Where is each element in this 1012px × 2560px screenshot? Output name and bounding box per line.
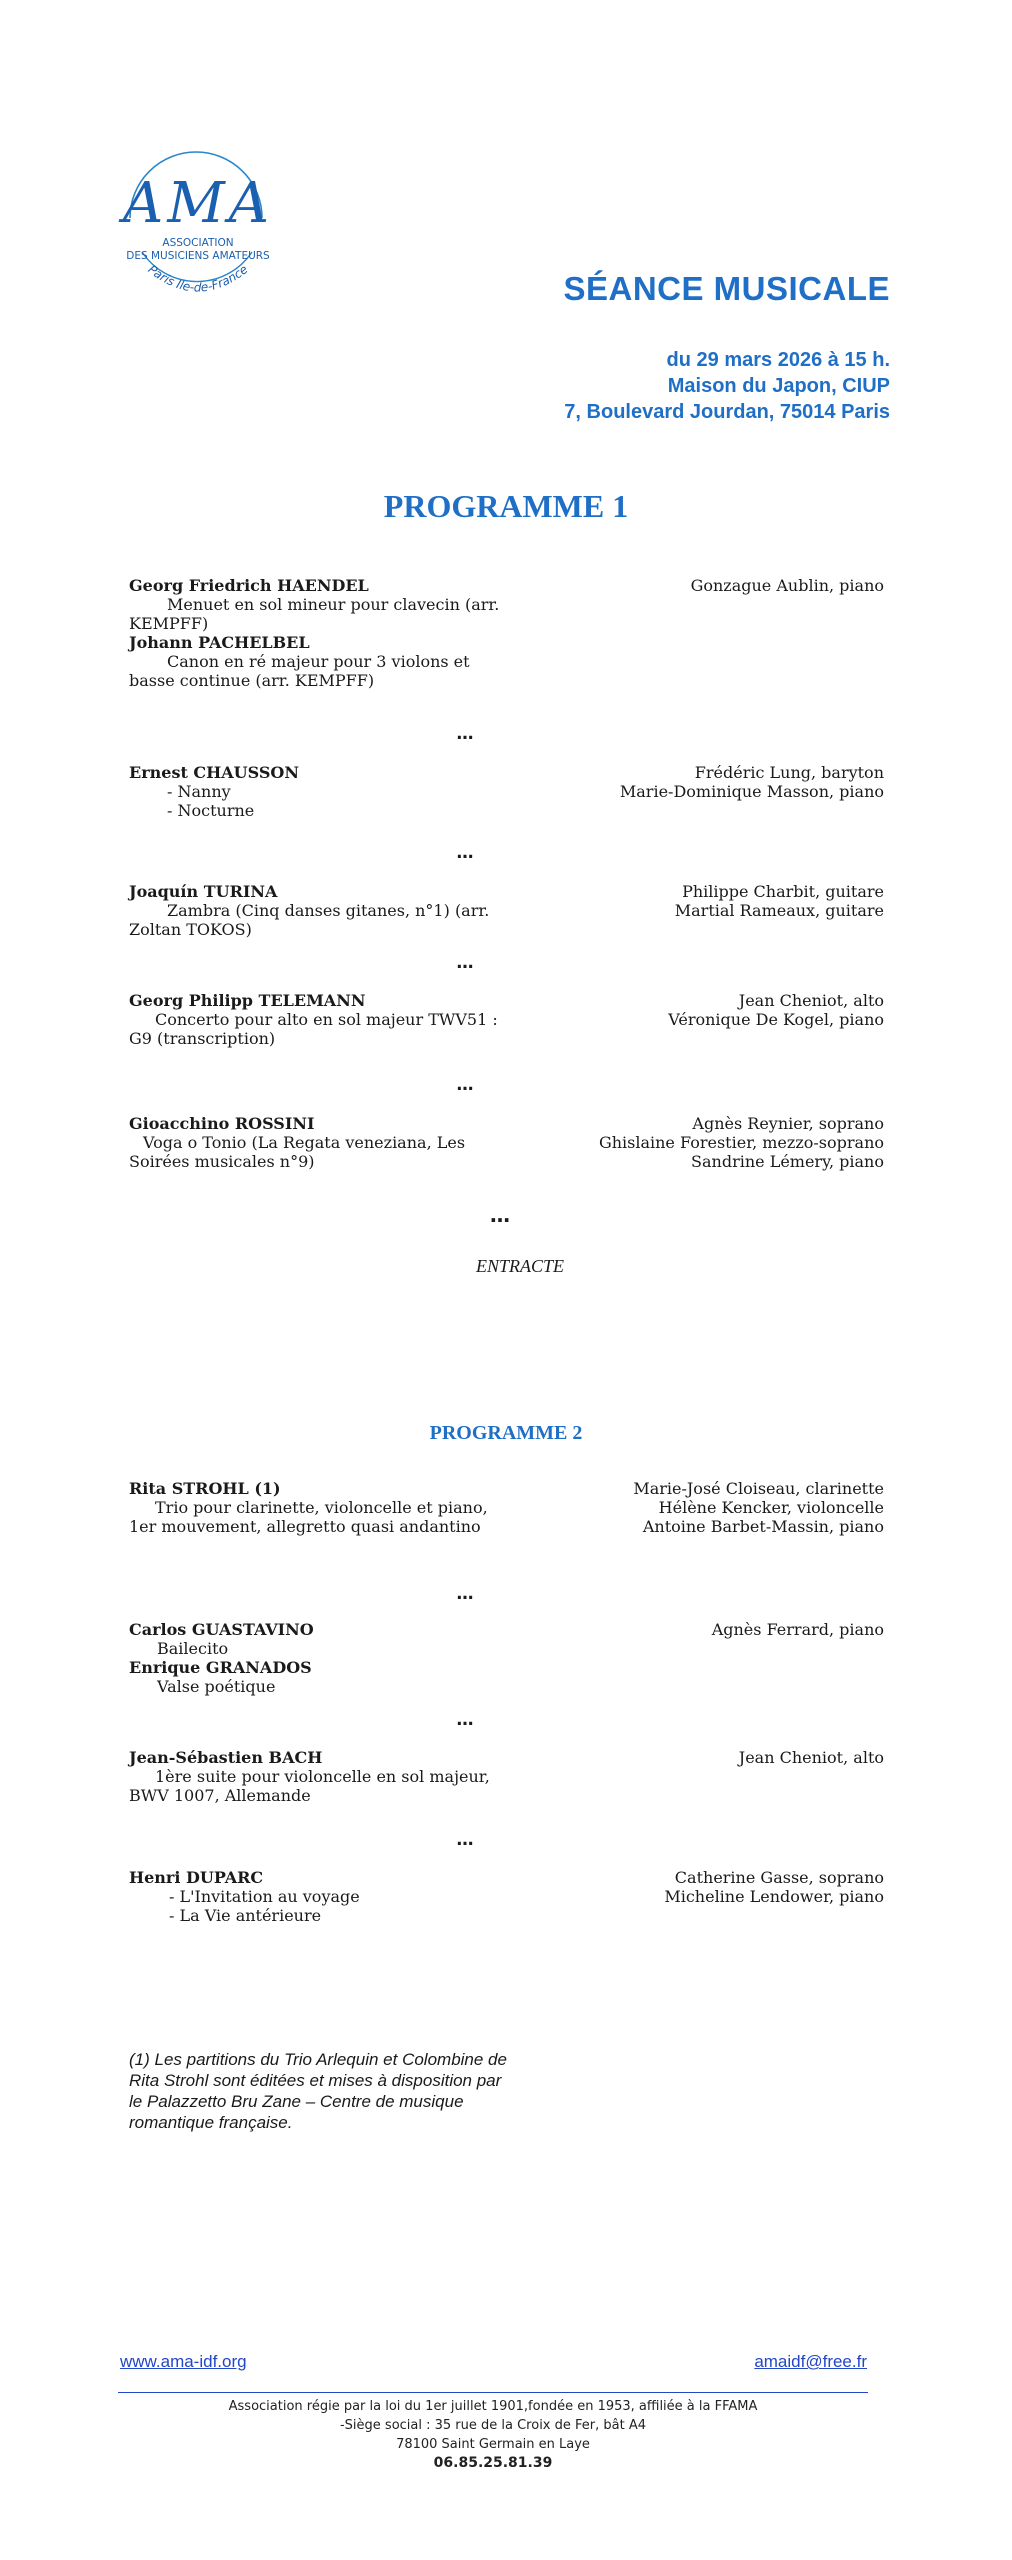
piece-haendel-pachelbel: [129, 576, 509, 690]
performers: [464, 1868, 884, 1906]
separator: …: [456, 1830, 474, 1850]
logo-line2: DES MUSICIENS AMATEURS: [126, 250, 270, 262]
performer: Catherine Gasse, soprano: [674, 1868, 884, 1887]
work-title: Concerto pour alto en sol majeur TWV51 : G9 (transcription): [129, 1010, 498, 1048]
entracte: ENTRACTE: [475, 1256, 564, 1276]
piece-turina: [129, 882, 509, 939]
svg-text:Paris Ile-de-France: [146, 262, 251, 294]
email-link[interactable]: amaidf@free.fr: [754, 2352, 867, 2371]
event-info: [564, 347, 890, 425]
performer: Agnès Reynier, soprano: [692, 1114, 884, 1133]
work-title: Menuet en sol mineur pour clavecin (arr. KEMPFF): [129, 595, 500, 633]
event-address: 7, Boulevard Jourdan, 75014 Paris: [564, 401, 890, 423]
performer: Martial Rameaux, guitare: [674, 901, 884, 920]
logo: [112, 140, 282, 315]
footer-address: -Siège social : 35 rue de la Croix de Fer, bât A4: [339, 2418, 647, 2433]
separator: …: [490, 1203, 510, 1227]
separator: …: [456, 1075, 474, 1095]
performer: Micheline Lendower, piano: [664, 1887, 884, 1906]
footnote: (1) Les partitions du Trio Arlequin et Colombine de Rita Strohl sont éditées et mises à disposition par le Palazzetto Bru Zane – Centre de musique romantique française.: [129, 2050, 507, 2132]
work-item: - L'Invitation au voyage: [169, 1887, 360, 1906]
performers: [464, 576, 884, 595]
work-title: Voga o Tonio (La Regata veneziana, Les Soirées musicales n°9): [129, 1133, 466, 1171]
composer-name: Georg Friedrich HAENDEL: [129, 576, 369, 595]
composer-name: Ernest CHAUSSON: [129, 763, 299, 782]
logo-initials: AMA: [122, 171, 274, 236]
separator: …: [456, 953, 474, 973]
work-title: Zambra (Cinq danses gitanes, n°1) (arr. Zoltan TOKOS): [129, 901, 490, 939]
programme1-title: PROGRAMME 1: [383, 488, 629, 524]
composer-name: Enrique GRANADOS: [129, 1658, 312, 1677]
footer-city: 78100 Saint Germain en Laye: [396, 2437, 590, 2452]
composer-name: Georg Philipp TELEMANN: [129, 991, 366, 1010]
performer: Ghislaine Forestier, mezzo-soprano: [598, 1133, 884, 1152]
performer: Sandrine Lémery, piano: [691, 1152, 884, 1171]
performer: Philippe Charbit, guitare: [682, 882, 884, 901]
work-item: - Nanny: [167, 782, 231, 801]
performers: [464, 1114, 884, 1171]
footer-legal: Association régie par la loi du 1er juillet 1901,fondée en 1953, affiliée à la FFAMA: [228, 2399, 758, 2414]
separator: …: [456, 843, 474, 863]
performers: [464, 882, 884, 920]
performer: Gonzague Aublin, piano: [690, 576, 884, 595]
piece-guastavino-granados: [129, 1620, 509, 1696]
composer-name: Rita STROHL (1): [129, 1479, 281, 1498]
performers: [464, 1479, 884, 1536]
event-venue: Maison du Japon, CIUP: [667, 375, 890, 397]
composer-name: Jean-Sébastien BACH: [129, 1748, 323, 1767]
performer: Marie-Dominique Masson, piano: [619, 782, 884, 801]
composer-name: Henri DUPARC: [129, 1868, 264, 1887]
piece-chausson: [129, 763, 509, 820]
performers: [464, 1748, 884, 1767]
composer-name: Joaquín TURINA: [129, 882, 278, 901]
composer-name: Johann PACHELBEL: [129, 633, 310, 652]
performer: Jean Cheniot, alto: [738, 1748, 884, 1767]
composer-name: Carlos GUASTAVINO: [129, 1620, 314, 1639]
separator: …: [456, 724, 474, 744]
footer-divider: [118, 2392, 868, 2393]
piece-duparc: [129, 1868, 509, 1925]
performer: Hélène Kencker, violoncelle: [658, 1498, 884, 1517]
performer: Jean Cheniot, alto: [738, 991, 884, 1010]
performer: Marie-José Cloiseau, clarinette: [633, 1479, 884, 1498]
logo-emblem: [112, 140, 282, 315]
work-title: Bailecito: [157, 1639, 229, 1658]
work-title: Trio pour clarinette, violoncelle et piano, 1er mouvement, allegretto quasi andantino: [129, 1498, 488, 1536]
separator: …: [456, 1710, 474, 1730]
performer: Frédéric Lung, baryton: [694, 763, 884, 782]
work-item: - La Vie antérieure: [169, 1906, 322, 1925]
piece-strohl: [129, 1479, 509, 1536]
separator: …: [456, 1584, 474, 1604]
website-link[interactable]: www.ama-idf.org: [120, 2352, 247, 2371]
piece-rossini: [129, 1114, 509, 1171]
performer: Véronique De Kogel, piano: [668, 1010, 884, 1029]
performers: [464, 763, 884, 801]
piece-bach: [129, 1748, 509, 1805]
work-title: Canon en ré majeur pour 3 violons et basse continue (arr. KEMPFF): [129, 652, 470, 690]
performer: Antoine Barbet-Massin, piano: [642, 1517, 884, 1536]
event-date: du 29 mars 2026 à 15 h.: [666, 349, 890, 371]
page-title: SÉANCE MUSICALE: [563, 270, 890, 307]
work-title: Valse poétique: [157, 1677, 276, 1696]
logo-line1: ASSOCIATION: [162, 237, 234, 249]
performers: [464, 991, 884, 1029]
work-item: - Nocturne: [167, 801, 255, 820]
performers: [464, 1620, 884, 1639]
composer-name: Gioacchino ROSSINI: [129, 1114, 315, 1133]
programme2-title: PROGRAMME 2: [429, 1422, 583, 1444]
footer-info: [118, 2397, 868, 2473]
performer: Agnès Ferrard, piano: [711, 1620, 884, 1639]
piece-telemann: [129, 991, 509, 1048]
footer-phone: 06.85.25.81.39: [433, 2455, 553, 2471]
work-title: 1ère suite pour violoncelle en sol majeur, BWV 1007, Allemande: [129, 1767, 490, 1805]
logo-region: Paris Ile-de-France: [145, 262, 251, 295]
